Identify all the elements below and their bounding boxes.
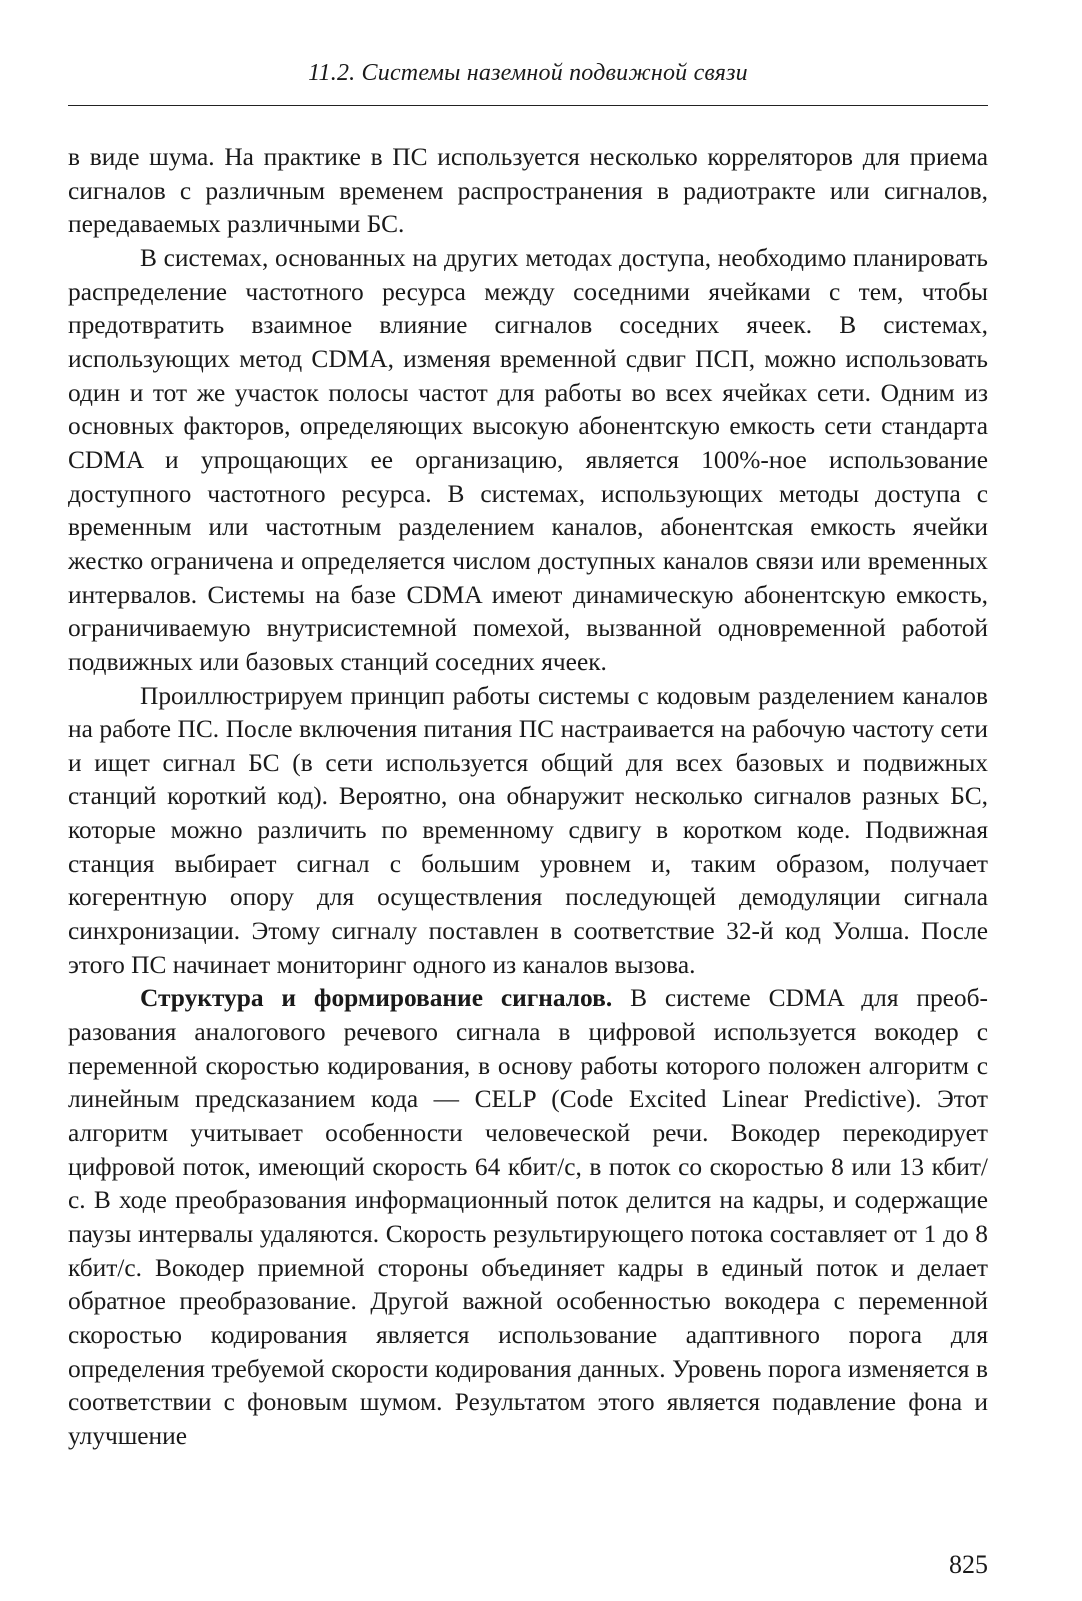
paragraph-continuation: в виде шума. На практике в ПС используется несколько корреляторов для приема сигналов с различным временем распространения в радиотракте или сигналов, передаваемых различными БС. <box>68 143 988 239</box>
paragraph-signal-structure-text: В системе CDMA для преобразования аналогового речевого сигнала в цифровой используется вокодер с переменной скоростью кодирования, в основу работы которого положен алгоритм с линейным предсказанием кода — CELP (Code Excited Linear Predictive). Этот алгоритм учитывает особенности человеческой речи. Вокодер перекодирует цифровой поток, имеющий скорость 64 кбит/с, в поток со скоростью 8 или 13 кбит/с. В ходе преобразования информационный поток делится на кадры, и содержащие паузы интервалы удаляются. Скорость результирующего потока составляет от 1 до 8 кбит/с. Вокодер приемной стороны объединяет кадры в единый поток и делает обратное преобразование. Другой важной особенностью вокодера с переменной скоростью кодирования является использование адаптивного порога для определения требуемой скорости кодирования данных. Уровень порога изменяется в соответствии с фоновым шумом. Результатом этого является подавление фона и улучшение <box>68 984 988 1450</box>
running-header: 11.2. Системы наземной подвижной связи <box>308 60 748 86</box>
paragraph-access-methods: В системах, основанных на других методах доступа, необходимо планировать распределение частотного ресурса между соседними ячейками с тем, чтобы предотвратить взаимное влияние сигналов соседних ячеек. В системах, использующих метод CDMA, изменяя временной сдвиг ПСП, можно использовать один и тот же участок полосы частот для работы во всех ячейках сети. Одним из основных факторов, определяющих высокую абонентскую емкость сети стандарта CDMA и упрощающих ее организацию, является 100%-ное использование доступного частотного ресурса. В системах, использующих методы доступа с временным или частотным разделением каналов, абонентская емкость ячейки жестко ограничена и определяется числом доступных каналов связи или временных интервалов. Системы на базе CDMA имеют динамическую абонентскую емкость, ограничиваемую внутрисистемной помехой, вызванной одновременной работой подвижных или базовых станций соседних ячеек. <box>68 243 988 676</box>
paragraph-signal-structure <box>68 982 988 1453</box>
body-text <box>68 141 988 1454</box>
paragraph-ps-operation: Проиллюстрируем принцип работы системы с кодовым разделением каналов на работе ПС. После включения питания ПС настраивается на рабочую частоту сети и ищет сигнал БС (в сети используется общий для всех базовых и подвижных станций короткий код). Вероятно, она обнаружит несколько сигналов разных БС, которые можно различить по временному сдвигу в коротком коде. Подвижная станция выбирает сигнал с большим уровнем и, таким образом, получает когерентную опору для осуществления последующей демодуляции сигнала синхронизации. Этому сигналу поставлен в соответствие 32-й код Уолша. После этого ПС начинает мониторинг одного из каналов вызова. <box>68 681 988 979</box>
run-in-heading: Структура и формирование сигналов. <box>140 984 613 1013</box>
page-number: 825 <box>949 1550 988 1579</box>
header-rule <box>68 105 988 106</box>
